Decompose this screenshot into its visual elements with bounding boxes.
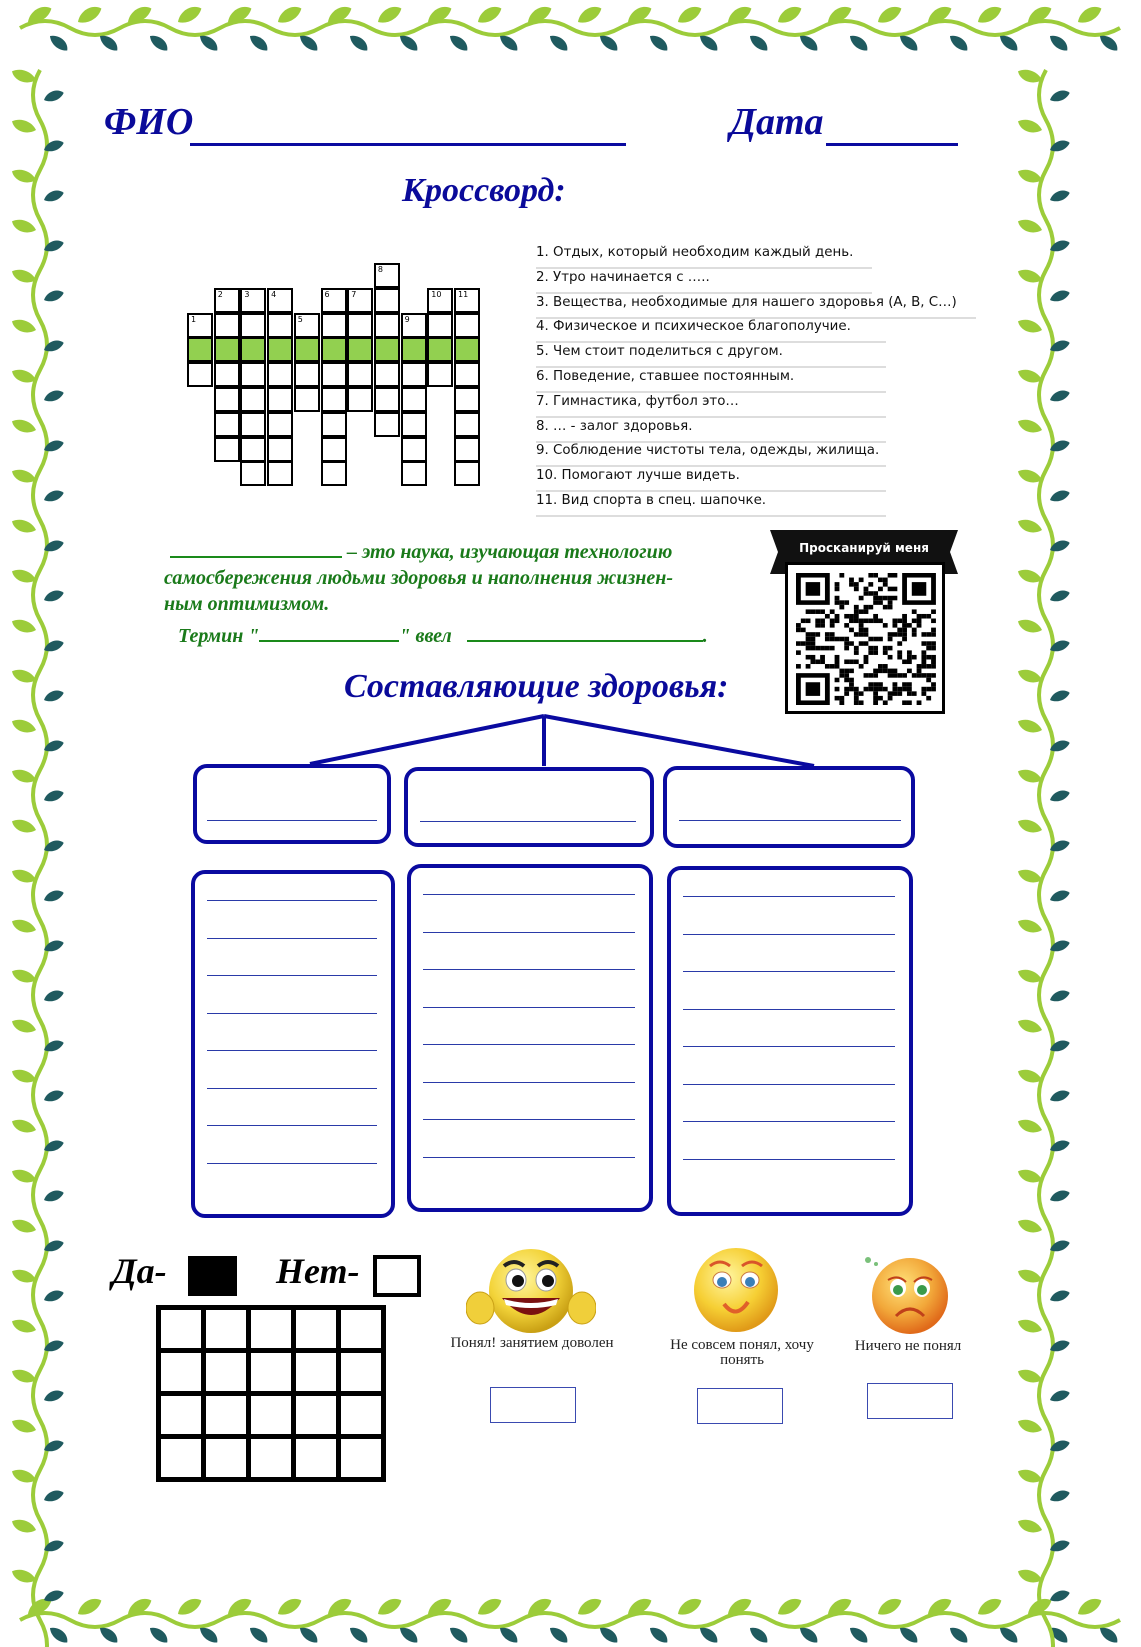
crossword-clue-number: 8	[377, 265, 383, 274]
write-line	[683, 971, 895, 972]
crossword-clue-number: 4	[271, 289, 277, 299]
write-line	[207, 1050, 377, 1051]
answer-grid-cell[interactable]	[204, 1437, 249, 1480]
term-prefix: Термин "	[178, 625, 260, 647]
component-heading-box-1[interactable]	[193, 764, 391, 844]
vine-bottom	[20, 1595, 1121, 1646]
answer-grid-cell[interactable]	[294, 1351, 339, 1394]
clue-item: 5. Чем стоит поделиться с другом.	[536, 341, 886, 368]
date-label: Дата	[730, 101, 824, 143]
answer-grid-cell[interactable]	[294, 1308, 339, 1351]
answer-grid-cell[interactable]	[339, 1394, 384, 1437]
happy-thumbs-up-smiley-icon	[466, 1246, 596, 1336]
answer-grid-cell[interactable]	[339, 1437, 384, 1480]
answer-grid-row	[159, 1437, 384, 1480]
write-line	[423, 969, 635, 970]
fio-label: ФИО	[104, 101, 194, 143]
smiley-label-3: Ничего не понял	[854, 1338, 962, 1354]
answer-grid-cell[interactable]	[159, 1394, 204, 1437]
yes-filled-square-icon	[188, 1256, 237, 1296]
neutral-smiley-icon	[688, 1244, 784, 1334]
clue-item: 9. Соблюдение чистоты тела, одежды, жилища.	[536, 440, 886, 467]
clue-item: 2. Утро начинается с …..	[536, 267, 872, 294]
answer-grid-cell[interactable]	[159, 1437, 204, 1480]
write-line	[683, 1121, 895, 1122]
write-line	[683, 1159, 895, 1160]
rating-box-3[interactable]	[867, 1383, 953, 1419]
definition-line2: самосбережения людьми здоровья и наполнения жизнен-	[164, 567, 674, 589]
answer-grid-cell[interactable]	[339, 1308, 384, 1351]
answer-grid-cell[interactable]	[204, 1394, 249, 1437]
write-line	[683, 896, 895, 897]
write-line	[207, 1125, 377, 1126]
crossword-clue-number: 9	[404, 314, 410, 324]
smiley-label-1: Понял! занятием доволен	[450, 1335, 614, 1351]
write-line	[207, 938, 377, 939]
component-list-box-3[interactable]	[667, 866, 913, 1216]
write-line	[423, 1007, 635, 1008]
clue-item: 1. Отдых, который необходим каждый день.	[536, 242, 872, 269]
component-list-box-1[interactable]	[191, 870, 395, 1218]
component-heading-box-2[interactable]	[404, 767, 654, 847]
write-line	[423, 1157, 635, 1158]
answer-grid-cell[interactable]	[249, 1437, 294, 1480]
yes-label: Да-	[112, 1251, 167, 1291]
write-line	[207, 1013, 377, 1014]
component-list-box-2[interactable]	[407, 864, 653, 1212]
crossword-clue-number: 2	[217, 289, 223, 299]
write-line	[423, 932, 635, 933]
answer-grid-row	[159, 1351, 384, 1394]
write-line	[207, 975, 377, 976]
write-line	[207, 1163, 377, 1164]
crossword-clue-number: 3	[244, 289, 250, 299]
sad-smiley-icon	[858, 1250, 958, 1336]
clue-item: 8. … - залог здоровья.	[536, 416, 886, 443]
crossword-clue-number: 1	[191, 314, 197, 324]
clue-item: 3. Вещества, необходимые для нашего здоровья (А, В, С…)	[536, 292, 976, 319]
write-line	[423, 1082, 635, 1083]
answer-grid-row	[159, 1394, 384, 1437]
write-line	[207, 900, 377, 901]
term-middle: " ввел	[399, 625, 452, 647]
write-line	[683, 1046, 895, 1047]
write-line	[207, 1088, 377, 1089]
crossword-clue-number: 5	[297, 314, 303, 324]
definition-line3: ным оптимизмом.	[164, 593, 330, 615]
write-line	[423, 1119, 635, 1120]
definition-line1: – это наука, изучающая технологию	[342, 541, 673, 563]
answer-grid	[156, 1305, 386, 1482]
write-line	[423, 894, 635, 895]
write-line	[423, 1044, 635, 1045]
components-title: Составляющие здоровья:	[344, 668, 729, 705]
answer-grid-cell[interactable]	[249, 1351, 294, 1394]
answer-grid-cell[interactable]	[249, 1394, 294, 1437]
rating-box-1[interactable]	[490, 1387, 576, 1423]
answer-grid-cell[interactable]	[249, 1308, 294, 1351]
crossword-title: Кроссворд:	[402, 172, 566, 209]
rating-box-2[interactable]	[697, 1388, 783, 1424]
clue-item: 11. Вид спорта в спец. шапочке.	[536, 490, 886, 517]
no-label: Нет-	[276, 1251, 360, 1291]
clue-item: 10. Помогают лучше видеть.	[536, 465, 886, 492]
clue-item: 7. Гимнастика, футбол это…	[536, 391, 886, 418]
answer-grid-cell[interactable]	[339, 1351, 384, 1394]
component-heading-box-3[interactable]	[663, 766, 915, 848]
write-line	[207, 820, 377, 821]
answer-grid-cell[interactable]	[204, 1308, 249, 1351]
answer-grid-cell[interactable]	[204, 1351, 249, 1394]
crossword-clue-number: 11	[458, 289, 469, 299]
clue-item: 4. Физическое и психическое благополучие.	[536, 316, 886, 343]
answer-grid-row	[159, 1308, 384, 1351]
write-line	[683, 1084, 895, 1085]
crossword-clue-number: 6	[324, 289, 330, 299]
crossword-clue-number: 7	[351, 289, 357, 299]
answer-grid-cell[interactable]	[159, 1308, 204, 1351]
clue-item: 6. Поведение, ставшее постоянным.	[536, 366, 886, 393]
write-line	[420, 821, 636, 822]
write-line	[683, 934, 895, 935]
answer-grid-cell[interactable]	[159, 1351, 204, 1394]
write-line	[679, 820, 901, 821]
qr-label: Просканируй меня	[778, 538, 950, 558]
no-empty-square-icon	[373, 1255, 421, 1297]
crossword-clue-number: 10	[431, 289, 442, 299]
answer-grid-cell[interactable]	[294, 1437, 339, 1480]
write-line	[683, 1009, 895, 1010]
smiley-label-2: Не совсем понял, хочу понять	[670, 1337, 814, 1368]
connector-lines	[0, 0, 1141, 800]
term-end: .	[702, 625, 708, 647]
answer-grid-cell[interactable]	[294, 1394, 339, 1437]
